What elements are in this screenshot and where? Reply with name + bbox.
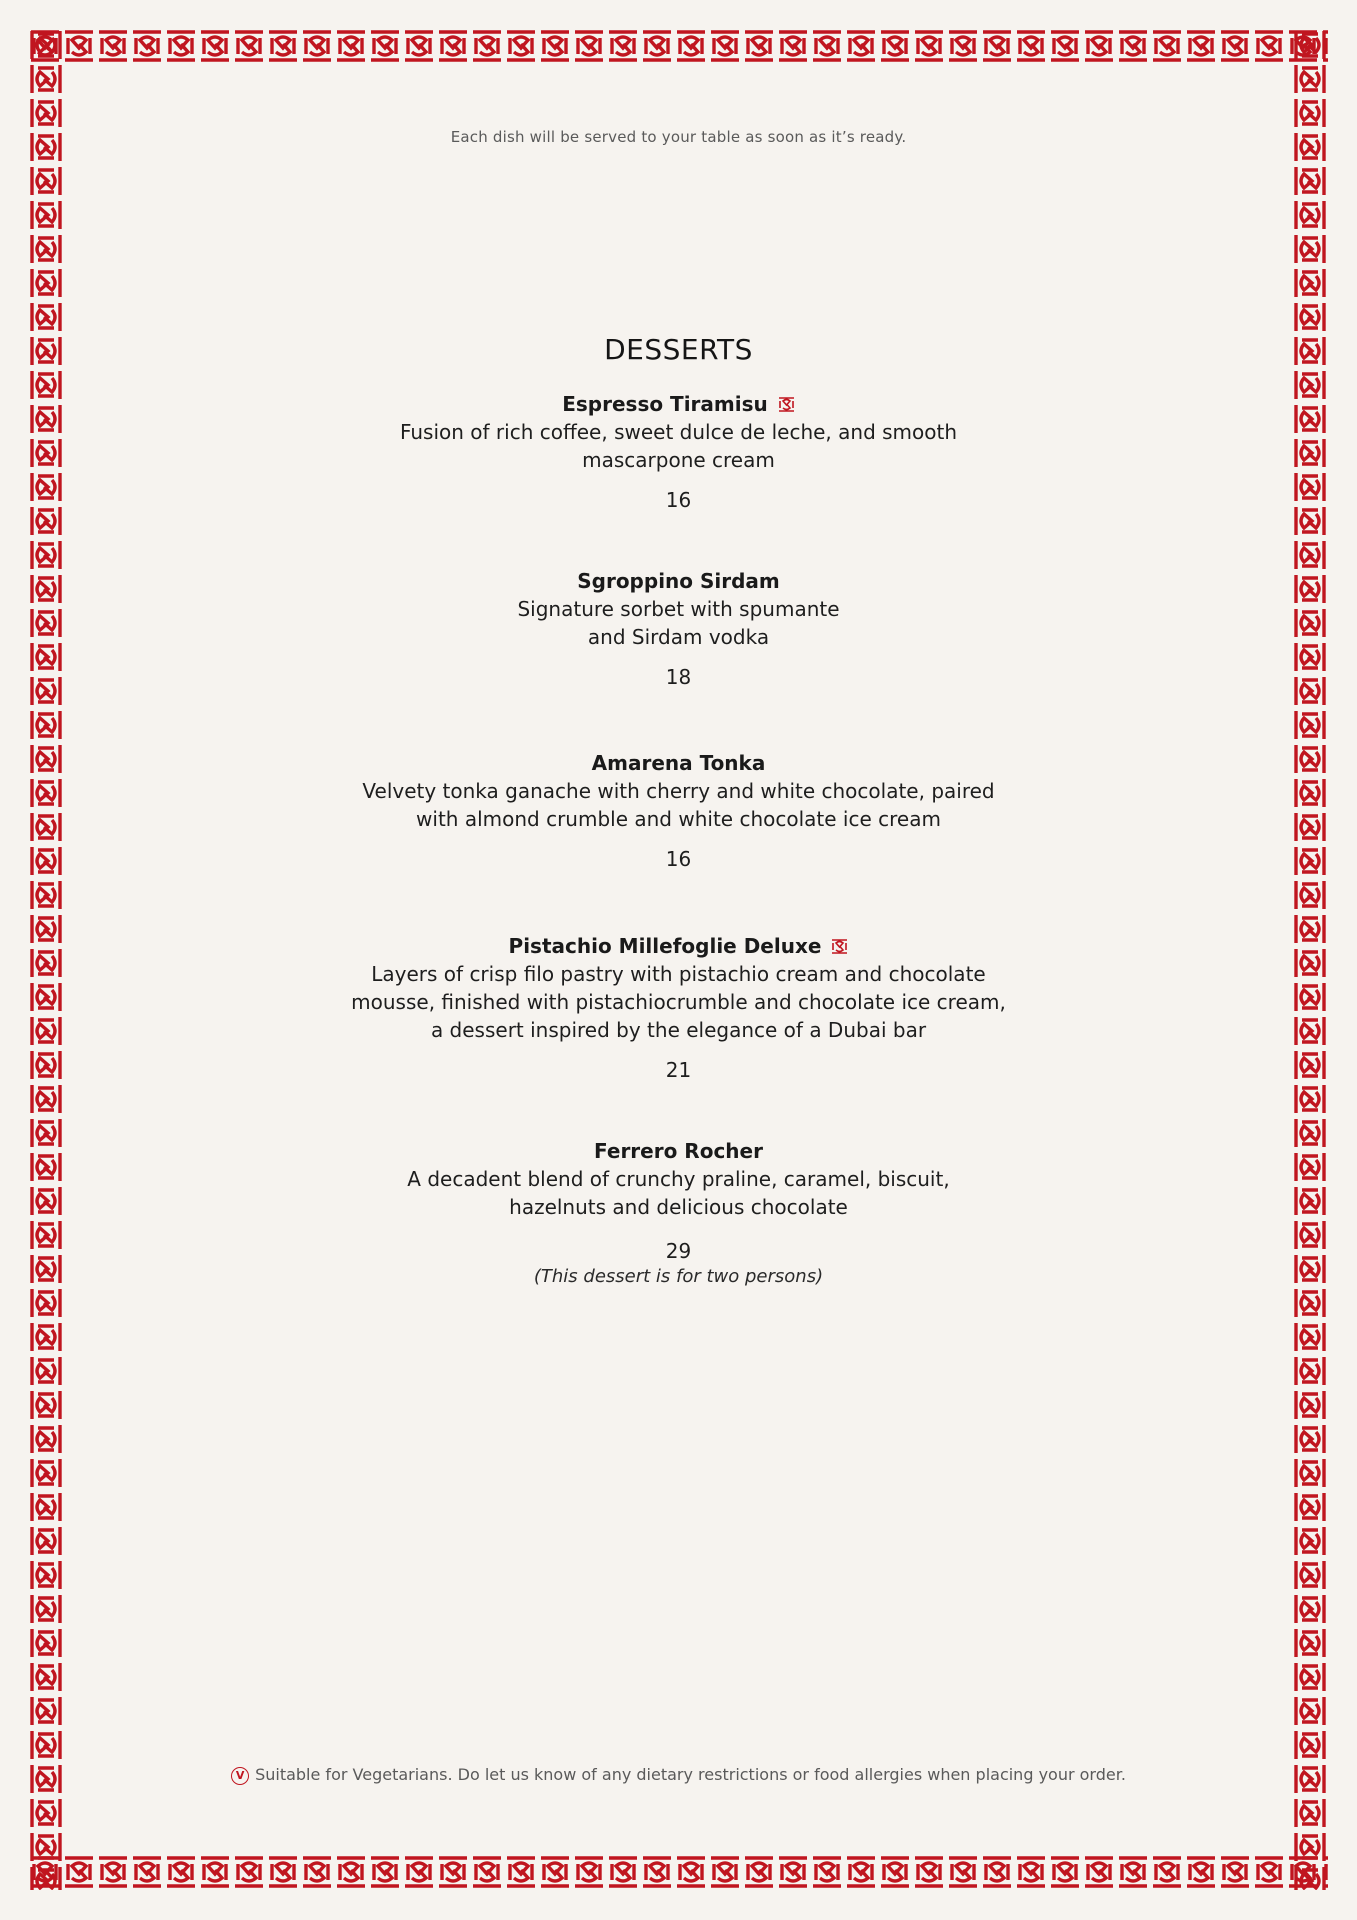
border-bottom bbox=[28, 1854, 1328, 1890]
menu-item bbox=[0, 390, 1357, 514]
item-description: Signature sorbet with spumante bbox=[517, 597, 840, 621]
item-name-row bbox=[577, 567, 780, 595]
item-price: 21 bbox=[665, 1058, 692, 1082]
footer-text: Suitable for Vegetarians. Do let us know of any dietary restrictions or food allergies when placing your order. bbox=[255, 1765, 1126, 1784]
item-description: Velvety tonka ganache with cherry and white chocolate, paired bbox=[362, 779, 995, 803]
section-title: DESSERTS bbox=[604, 333, 753, 366]
item-name: Amarena Tonka bbox=[591, 751, 766, 775]
item-name: Pistachio Millefoglie Deluxe bbox=[508, 934, 822, 958]
item-description: Layers of crisp filo pastry with pistachio cream and chocolate bbox=[371, 962, 986, 986]
signature-dish-icon bbox=[778, 396, 795, 413]
item-price: 16 bbox=[665, 847, 692, 871]
item-name-row bbox=[509, 932, 849, 960]
item-name-row bbox=[562, 390, 795, 418]
signature-dish-icon bbox=[831, 938, 848, 955]
menu-item bbox=[0, 932, 1357, 1084]
dietary-footer bbox=[0, 1765, 1357, 1785]
item-price: 18 bbox=[665, 665, 692, 689]
menu-item bbox=[0, 1137, 1357, 1289]
item-description: mascarpone cream bbox=[582, 448, 775, 472]
border-top bbox=[28, 28, 1328, 64]
item-name-row bbox=[594, 1137, 763, 1165]
item-name: Sgroppino Sirdam bbox=[577, 569, 780, 593]
item-name-row bbox=[592, 749, 766, 777]
item-description: and Sirdam vodka bbox=[587, 625, 770, 649]
item-name: Ferrero Rocher bbox=[594, 1139, 763, 1163]
item-description: mousse, finished with pistachiocrumble and chocolate ice cream, bbox=[351, 990, 1006, 1014]
item-description: with almond crumble and white chocolate ice cream bbox=[416, 807, 941, 831]
item-price: 16 bbox=[665, 488, 692, 512]
service-notice: Each dish will be served to your table as soon as it’s ready. bbox=[450, 128, 907, 146]
item-note: (This dessert is for two persons) bbox=[533, 1266, 824, 1287]
item-price: 29 bbox=[665, 1239, 692, 1263]
vegetarian-icon: V bbox=[231, 1767, 249, 1785]
item-description: Fusion of rich coffee, sweet dulce de leche, and smooth bbox=[399, 420, 958, 444]
item-description: a dessert inspired by the elegance of a Dubai bar bbox=[430, 1018, 927, 1042]
item-description: hazelnuts and delicious chocolate bbox=[509, 1195, 848, 1219]
menu-item bbox=[0, 749, 1357, 873]
item-name: Espresso Tiramisu bbox=[562, 392, 768, 416]
menu-item bbox=[0, 567, 1357, 691]
item-description: A decadent blend of crunchy praline, caramel, biscuit, bbox=[407, 1167, 950, 1191]
